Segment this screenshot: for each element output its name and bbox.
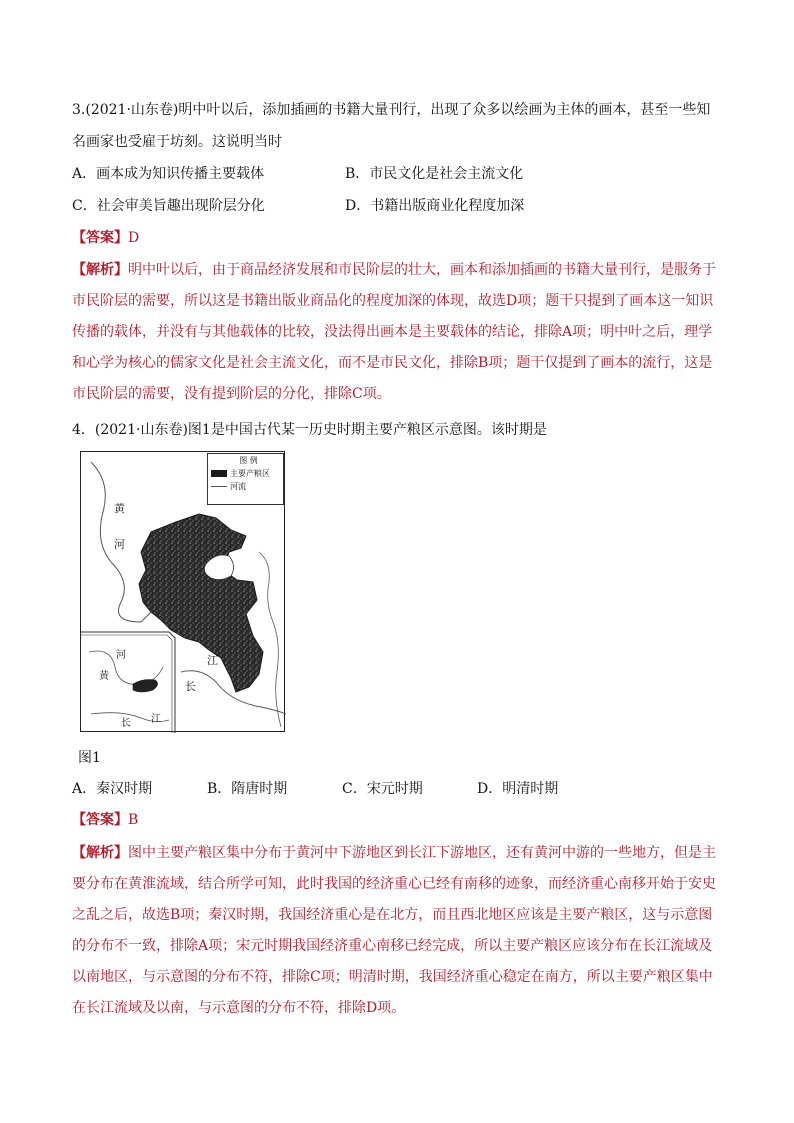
q3-option-a: A．画本成为知识传播主要载体 <box>72 166 265 182</box>
coast-line <box>259 552 281 727</box>
q3-analysis-line3: 传播的载体，并没有与其他载体的比较，没法得出画本是主要载体的结论，排除A项；明中叶之后，理学 <box>72 324 713 340</box>
legend-grain-label: 主要产粮区 <box>230 469 270 478</box>
q4-option-d: D．明清时期 <box>477 781 559 797</box>
map-label-huang: 黄 <box>114 502 125 515</box>
q3-stem-line1: 3.(2021·山东卷)明中叶以后，添加插画的书籍大量刊行，出现了众多以绘画为主体的画本，甚至一些知 <box>72 102 711 118</box>
q4-answer <box>72 810 138 830</box>
q3-answer-label: 【答案】 <box>72 230 128 246</box>
q3-stem-line2: 名画家也受雇于坊刻。这说明当时 <box>72 134 282 150</box>
map-legend <box>207 453 284 505</box>
q4-option-a: A．秦汉时期 <box>72 781 153 797</box>
grain-region-map <box>80 451 285 732</box>
q4-option-c: C．宋元时期 <box>342 781 423 797</box>
inset-label-chang: 长 <box>121 718 131 729</box>
q4-analysis-label: 【解析】 <box>72 845 128 861</box>
q3-option-c: C．社会审美旨趣出现阶层分化 <box>72 198 265 214</box>
q4-answer-value: B <box>128 812 139 828</box>
q3-answer-value: D <box>128 230 140 246</box>
river-swatch <box>211 486 227 487</box>
q4-analysis-text-1: 图中主要产粮区集中分布于黄河中下游地区到长江下游地区，还有黄河中游的一些地方，但是主 <box>128 845 716 861</box>
q3-analysis-text-1: 明中叶以后，由于商品经济发展和市民阶层的壮大，画本和添加插画的书籍大量刊行，是服务于 <box>128 262 716 278</box>
q4-option-b: B．隋唐时期 <box>207 781 288 797</box>
legend-row-river <box>208 480 283 493</box>
q3-option-d: D．书籍出版商业化程度加深 <box>345 198 525 214</box>
q3-answer <box>72 228 139 248</box>
inset-label-huang: 黄 <box>99 671 109 682</box>
inset-label-he: 河 <box>116 650 126 661</box>
q4-analysis-line1 <box>72 843 716 863</box>
q4-analysis-line3: 之乱之后，故选B项；秦汉时期，我国经济重心是在北方，而且西北地区应该是主要产粮区，这与示意图 <box>72 907 713 923</box>
legend-title: 图 例 <box>239 456 258 465</box>
q3-option-b: B．市民文化是社会主流文化 <box>345 166 524 182</box>
q4-stem-line1: 4．(2021·山东卷)图1是中国古代某一历史时期主要产粮区示意图。该时期是 <box>72 422 547 438</box>
grain-area-swatch <box>211 470 227 477</box>
q4-analysis-line6: 在长江流域及以南，与示意图的分布不符，排除D项。 <box>72 1000 406 1016</box>
q4-analysis-line5: 以南地区，与示意图的分布不符，排除C项；明清时期，我国经济重心稳定在南方，所以主要产粮区集中 <box>72 969 713 985</box>
legend-row-grain <box>208 467 283 480</box>
map-label-jiang: 江 <box>207 654 218 667</box>
q4-analysis-line4: 的分布不一致，排除A项；宋元时期我国经济重心南移已经完成，所以主要产粮区应该分布在长江流域及 <box>72 938 713 954</box>
map-label-chang: 长 <box>185 680 196 693</box>
map-label-he: 河 <box>114 538 125 551</box>
q3-analysis-line4: 和心学为核心的儒家文化是社会主流文化，而不是市民文化，排除B项；题干仅提到了画本的流行，这是 <box>72 355 713 371</box>
inset-grain-area <box>133 680 158 693</box>
q3-analysis-label: 【解析】 <box>72 262 128 278</box>
q3-analysis-line1 <box>72 260 716 280</box>
grain-area-main <box>139 514 263 692</box>
q3-analysis-line5: 市民阶层的需要，没有提到阶层的分化，排除C项。 <box>72 386 391 402</box>
inset-label-jiang: 江 <box>151 714 161 725</box>
q3-analysis-line2: 市民阶层的需要，所以这是书籍出版业商品化的程度加深的体现，故选D项；题干只提到了画本这一知识 <box>72 293 714 309</box>
q4-answer-label: 【答案】 <box>72 812 128 828</box>
q4-analysis-line2: 要分布在黄淮流域，结合所学可知，此时我国的经济重心已经有南移的迹象，而经济重心南移开始于安史 <box>72 876 716 892</box>
figure-caption: 图1 <box>78 750 101 766</box>
legend-river-label: 河流 <box>230 482 246 491</box>
